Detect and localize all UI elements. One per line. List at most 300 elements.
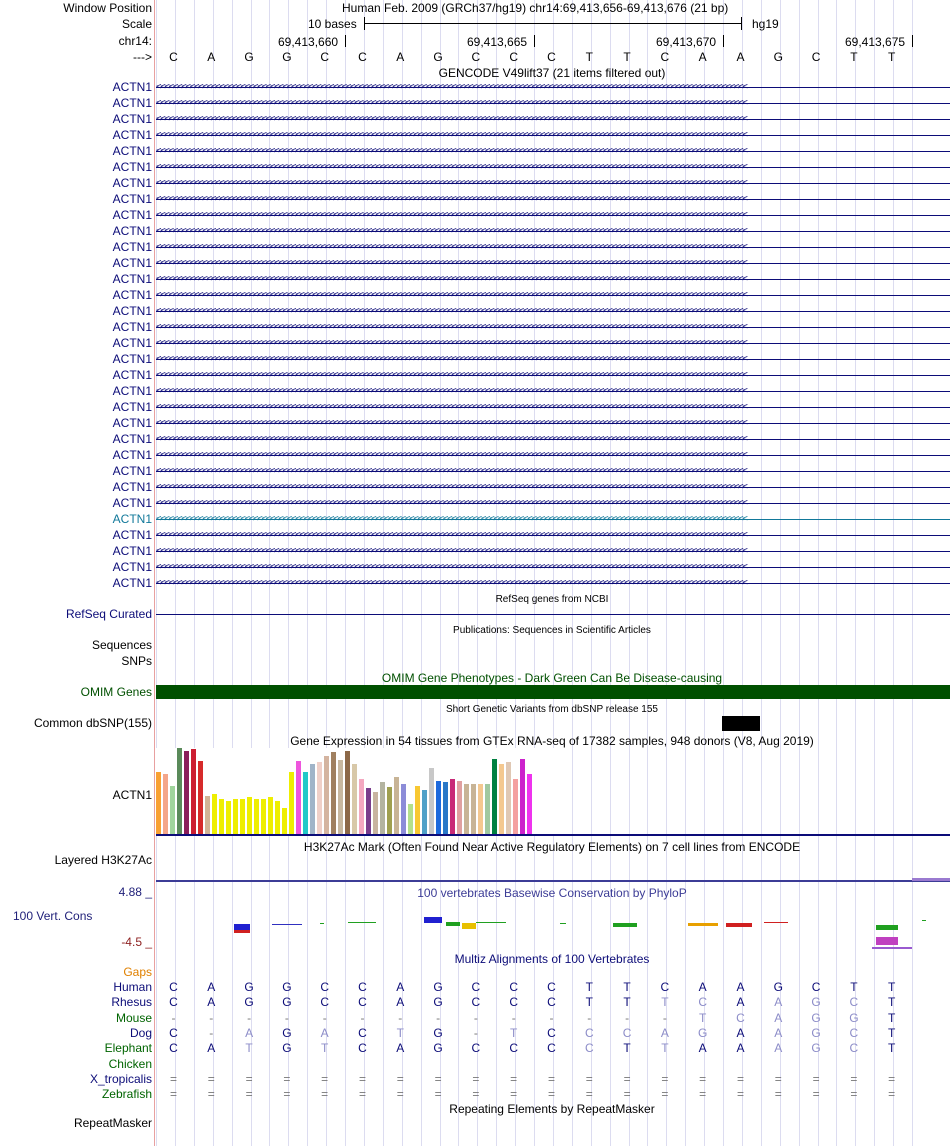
label-track-divider <box>154 0 155 1146</box>
gtex-tissue-bar[interactable] <box>310 764 315 834</box>
refseq-gene-line[interactable] <box>156 614 950 615</box>
multiz-base: - <box>284 1010 289 1025</box>
gtex-tissue-bar[interactable] <box>450 779 455 834</box>
multiz-base: T <box>623 1041 631 1056</box>
logo-g-1 <box>234 924 250 931</box>
multiz-base: A <box>736 1041 745 1056</box>
gtex-tissue-bar[interactable] <box>212 794 217 834</box>
gtex-tissue-bar[interactable] <box>492 759 497 834</box>
multiz-base: = <box>283 1087 291 1102</box>
gtex-tissue-bar[interactable] <box>373 792 378 834</box>
gencode-track-title[interactable]: GENCODE V49lift37 (21 items filtered out) <box>438 66 666 80</box>
gencode-strand-arrows: <<<<<<<<<<<<<<<<<<<<<<<<<<<<<<<<<<<<<<<<<<<<<<<<<<<<<<<<<<<<<<<<<<<<<<<<<<<<<<<<<<<<<<<<<<<<<<<<<<<<<<<<<<<<<<<<<<<<<<<<<<<<<<<<<<<<<<<<<<<< <box>156 499 747 508</box>
multiz-base: C <box>736 1010 745 1025</box>
gencode-strand-arrows: <<<<<<<<<<<<<<<<<<<<<<<<<<<<<<<<<<<<<<<<<<<<<<<<<<<<<<<<<<<<<<<<<<<<<<<<<<<<<<<<<<<<<<<<<<<<<<<<<<<<<<<<<<<<<<<<<<<<<<<<<<<<<<<<<<<<<<<<<<<< <box>156 339 747 348</box>
multiz-base: T <box>699 1010 707 1025</box>
gtex-tissue-bar[interactable] <box>436 781 441 834</box>
multiz-species-label[interactable]: X_tropicalis <box>89 1071 152 1086</box>
omim-gene-bar[interactable] <box>156 685 950 699</box>
gencode-transcript-label[interactable]: ACTN1 <box>112 208 152 222</box>
gencode-transcript-label[interactable]: ACTN1 <box>112 528 152 542</box>
multiz-base: = <box>547 1087 556 1102</box>
gencode-strand-arrows: <<<<<<<<<<<<<<<<<<<<<<<<<<<<<<<<<<<<<<<<<<<<<<<<<<<<<<<<<<<<<<<<<<<<<<<<<<<<<<<<<<<<<<<<<<<<<<<<<<<<<<<<<<<<<<<<<<<<<<<<<<<<<<<<<<<<<<<<<<<< <box>156 451 747 460</box>
gencode-transcript-label[interactable]: ACTN1 <box>112 336 152 350</box>
gencode-strand-arrows: <<<<<<<<<<<<<<<<<<<<<<<<<<<<<<<<<<<<<<<<<<<<<<<<<<<<<<<<<<<<<<<<<<<<<<<<<<<<<<<<<<<<<<<<<<<<<<<<<<<<<<<<<<<<<<<<<<<<<<<<<<<<<<<<<<<<<<<<<<<< <box>156 131 747 140</box>
gencode-strand-arrows: <<<<<<<<<<<<<<<<<<<<<<<<<<<<<<<<<<<<<<<<<<<<<<<<<<<<<<<<<<<<<<<<<<<<<<<<<<<<<<<<<<<<<<<<<<<<<<<<<<<<<<<<<<<<<<<<<<<<<<<<<<<<<<<<<<<<<<<<<<<< <box>156 579 747 588</box>
gencode-transcript-label[interactable]: ACTN1 <box>112 192 152 206</box>
gtex-tissue-bar[interactable] <box>387 787 392 834</box>
multiz-base: = <box>850 1087 858 1102</box>
multiz-base: C <box>547 980 556 994</box>
gencode-strand-arrows: <<<<<<<<<<<<<<<<<<<<<<<<<<<<<<<<<<<<<<<<<<<<<<<<<<<<<<<<<<<<<<<<<<<<<<<<<<<<<<<<<<<<<<<<<<<<<<<<<<<<<<<<<<<<<<<<<<<<<<<<<<<<<<<<<<<<<<<<<<<< <box>156 163 747 172</box>
multiz-base: C <box>169 995 178 1010</box>
multiz-base: C <box>547 995 556 1010</box>
multiz-base: = <box>699 1087 707 1102</box>
logo-g-1-red <box>234 930 250 933</box>
gencode-strand-arrows: <<<<<<<<<<<<<<<<<<<<<<<<<<<<<<<<<<<<<<<<<<<<<<<<<<<<<<<<<<<<<<<<<<<<<<<<<<<<<<<<<<<<<<<<<<<<<<<<<<<<<<<<<<<<<<<<<<<<<<<<<<<<<<<<<<<<<<<<<<<< <box>156 115 747 124</box>
multiz-species-label[interactable]: Human <box>113 980 152 994</box>
omim-label[interactable]: OMIM Genes <box>80 685 152 699</box>
gencode-transcript-label[interactable]: ACTN1 <box>112 368 152 382</box>
gtex-tissue-bar[interactable] <box>443 782 448 834</box>
gencode-transcript-label[interactable]: ACTN1 <box>112 464 152 478</box>
gtex-tissue-bar[interactable] <box>303 772 308 834</box>
coord-tick-4 <box>912 35 913 47</box>
multiz-base: A <box>774 1010 783 1025</box>
multiz-base: = <box>510 1087 518 1102</box>
multiz-species-label[interactable]: Zebrafish <box>101 1087 152 1102</box>
multiz-base: = <box>207 1087 215 1102</box>
gtex-tissue-bar[interactable] <box>415 786 420 834</box>
conservation-label[interactable]: 100 Vert. Cons <box>13 909 93 923</box>
gencode-transcript-label[interactable]: ACTN1 <box>112 352 152 366</box>
multiz-base: = <box>434 1071 442 1086</box>
gencode-transcript-label[interactable]: ACTN1 <box>112 496 152 510</box>
multiz-base: = <box>774 1087 782 1102</box>
multiz-base: C <box>169 980 178 994</box>
dbsnp-variant-box[interactable] <box>722 716 760 731</box>
gtex-tissue-bar[interactable] <box>205 796 210 834</box>
gencode-transcript-label[interactable]: ACTN1 <box>112 480 152 494</box>
multiz-base: C <box>471 980 481 994</box>
conservation-max-label: 4.88 _ <box>118 885 152 899</box>
gtex-track-title[interactable]: Gene Expression in 54 tissues from GTEx RNA-seq of 17382 samples, 948 donors (V8, Aug 2019) <box>290 734 814 748</box>
scale-bar-text: 10 bases <box>308 17 357 31</box>
gtex-tissue-bar[interactable] <box>331 752 336 834</box>
gtex-tissue-bar[interactable] <box>240 799 245 834</box>
gtex-tissue-bar[interactable] <box>184 751 189 834</box>
multiz-base: - <box>549 1010 554 1025</box>
multiz-base: G <box>433 1025 443 1040</box>
gencode-transcript-label[interactable]: ACTN1 <box>112 80 152 94</box>
gencode-strand-arrows: <<<<<<<<<<<<<<<<<<<<<<<<<<<<<<<<<<<<<<<<<<<<<<<<<<<<<<<<<<<<<<<<<<<<<<<<<<<<<<<<<<<<<<<<<<<<<<<<<<<<<<<<<<<<<<<<<<<<<<<<<<<<<<<<<<<<<<<<<<<< <box>156 99 747 108</box>
multiz-base: G <box>433 995 443 1010</box>
h3k27ac-label[interactable]: Layered H3K27Ac <box>54 853 152 867</box>
gencode-strand-arrows: <<<<<<<<<<<<<<<<<<<<<<<<<<<<<<<<<<<<<<<<<<<<<<<<<<<<<<<<<<<<<<<<<<<<<<<<<<<<<<<<<<<<<<<<<<<<<<<<<<<<<<<<<<<<<<<<<<<<<<<<<<<<<<<<<<<<<<<<<<<< <box>156 275 747 284</box>
multiz-base: C <box>622 1025 632 1040</box>
multiz-base: - <box>587 1010 592 1025</box>
multiz-base: = <box>585 1071 593 1086</box>
gtex-tissue-bar[interactable] <box>226 801 231 834</box>
coord-label-4: 69,413,675 <box>845 35 906 49</box>
reference-base: A <box>698 50 707 64</box>
gtex-tissue-bar[interactable] <box>422 790 427 834</box>
gtex-tissue-bar[interactable] <box>380 782 385 834</box>
reference-base: A <box>736 50 745 64</box>
gencode-transcript-label[interactable]: ACTN1 <box>112 576 152 590</box>
multiz-base: = <box>623 1071 631 1086</box>
multiz-base: = <box>245 1087 253 1102</box>
multiz-base: = <box>585 1087 593 1102</box>
gtex-tissue-bar[interactable] <box>282 808 287 834</box>
gtex-tissue-bar[interactable] <box>471 784 476 834</box>
multiz-base: A <box>774 1041 783 1056</box>
multiz-base: = <box>812 1071 820 1086</box>
reference-base: C <box>471 50 481 64</box>
publications-label-snps[interactable]: SNPs <box>121 654 152 668</box>
multiz-base: G <box>698 1025 708 1040</box>
logo-flat-2 <box>320 923 324 924</box>
logo-t-2 <box>876 925 898 930</box>
multiz-base: - <box>171 1010 176 1025</box>
multiz-base: = <box>472 1087 480 1102</box>
repeatmasker-track-title[interactable]: Repeating Elements by RepeatMasker <box>449 1102 655 1116</box>
multiz-species-label[interactable]: Chicken <box>108 1056 152 1071</box>
multiz-base: = <box>888 1071 896 1086</box>
gencode-strand-arrows: <<<<<<<<<<<<<<<<<<<<<<<<<<<<<<<<<<<<<<<<<<<<<<<<<<<<<<<<<<<<<<<<<<<<<<<<<<<<<<<<<<<<<<<<<<<<<<<<<<<<<<<<<<<<<<<<<<<<<<<<<<<<<<<<<<<<<<<<<<<< <box>156 307 747 316</box>
gencode-transcript-label[interactable]: ACTN1 <box>112 224 152 238</box>
conservation-track-title[interactable]: 100 vertebrates Basewise Conservation by PhyloP <box>417 886 687 900</box>
reference-base: C <box>320 50 330 64</box>
multiz-base: C <box>358 1041 367 1056</box>
logo-flat-4 <box>446 922 460 926</box>
multiz-base: - <box>209 1010 214 1025</box>
gtex-tissue-bar[interactable] <box>170 786 175 834</box>
gencode-strand-arrows: <<<<<<<<<<<<<<<<<<<<<<<<<<<<<<<<<<<<<<<<<<<<<<<<<<<<<<<<<<<<<<<<<<<<<<<<<<<<<<<<<<<<<<<<<<<<<<<<<<<<<<<<<<<<<<<<<<<<<<<<<<<<<<<<<<<<<<<<<<<< <box>156 323 747 332</box>
db-label: hg19 <box>752 17 779 31</box>
multiz-base: G <box>811 1025 821 1040</box>
publications-track-title[interactable]: Publications: Sequences in Scientific Articles <box>453 625 651 636</box>
multiz-base: A <box>736 1025 745 1040</box>
multiz-base: T <box>888 1041 896 1056</box>
reference-base: T <box>585 50 593 64</box>
gtex-gene-label[interactable]: ACTN1 <box>112 788 152 802</box>
gtex-tissue-bar[interactable] <box>401 784 406 834</box>
scale-bar-right-tick <box>741 17 742 30</box>
gencode-transcript-label[interactable]: ACTN1 <box>112 560 152 574</box>
gtex-tissue-bar[interactable] <box>317 762 322 834</box>
logo-baseline <box>872 947 912 949</box>
gtex-tissue-bar[interactable] <box>394 777 399 834</box>
multiz-species-label[interactable]: Rhesus <box>111 995 152 1010</box>
h3k27ac-signal <box>912 878 950 881</box>
gtex-tissue-bar[interactable] <box>296 761 301 834</box>
gencode-transcript-label[interactable]: ACTN1 <box>112 240 152 254</box>
gtex-tissue-bar[interactable] <box>366 788 371 834</box>
logo-flat-5 <box>476 922 506 923</box>
gencode-transcript-label[interactable]: ACTN1 <box>112 288 152 302</box>
gencode-strand-arrows: <<<<<<<<<<<<<<<<<<<<<<<<<<<<<<<<<<<<<<<<<<<<<<<<<<<<<<<<<<<<<<<<<<<<<<<<<<<<<<<<<<<<<<<<<<<<<<<<<<<<<<<<<<<<<<<<<<<<<<<<<<<<<<<<<<<<<<<<<<<< <box>156 259 747 268</box>
gtex-tissue-bar[interactable] <box>527 774 532 834</box>
multiz-gaps-label[interactable]: Gaps <box>123 965 152 979</box>
multiz-base: = <box>888 1087 896 1102</box>
gencode-transcript-label[interactable]: ACTN1 <box>112 432 152 446</box>
multiz-base: C <box>811 980 821 994</box>
gtex-tissue-bar[interactable] <box>191 749 196 834</box>
multiz-base: A <box>396 1041 405 1056</box>
multiz-base: C <box>509 995 519 1010</box>
multiz-base: T <box>888 1010 896 1025</box>
multiz-base: G <box>433 980 443 994</box>
reference-base: G <box>433 50 443 64</box>
gencode-strand-arrows: <<<<<<<<<<<<<<<<<<<<<<<<<<<<<<<<<<<<<<<<<<<<<<<<<<<<<<<<<<<<<<<<<<<<<<<<<<<<<<<<<<<<<<<<<<<<<<<<<<<<<<<<<<<<<<<<<<<<<<<<<<<<<<<<<<<<<<<<<<<< <box>156 195 747 204</box>
logo-g-2 <box>424 917 442 923</box>
multiz-base: = <box>321 1087 329 1102</box>
logo-flat-7 <box>764 922 788 923</box>
gtex-tissue-bar[interactable] <box>408 804 413 834</box>
gencode-transcript-label[interactable]: ACTN1 <box>112 544 152 558</box>
multiz-species-label[interactable]: Dog <box>129 1025 152 1040</box>
gtex-expression-bars[interactable] <box>156 748 556 834</box>
multiz-base: = <box>547 1071 556 1086</box>
omim-track-title[interactable]: OMIM Gene Phenotypes - Dark Green Can Be Disease-causing <box>381 671 723 685</box>
multiz-base: A <box>774 995 783 1010</box>
gencode-strand-arrows: <<<<<<<<<<<<<<<<<<<<<<<<<<<<<<<<<<<<<<<<<<<<<<<<<<<<<<<<<<<<<<<<<<<<<<<<<<<<<<<<<<<<<<<<<<<<<<<<<<<<<<<<<<<<<<<<<<<<<<<<<<<<<<<<<<<<<<<<<<<< <box>156 83 747 92</box>
multiz-base: A <box>245 1025 254 1040</box>
gtex-tissue-bar[interactable] <box>359 779 364 834</box>
coord-tick-1 <box>345 35 346 47</box>
gencode-transcript-label[interactable]: ACTN1 <box>112 416 152 430</box>
gencode-transcript-label[interactable]: ACTN1 <box>112 160 152 174</box>
multiz-base: C <box>509 1041 519 1056</box>
refseq-label[interactable]: RefSeq Curated <box>65 607 152 621</box>
gtex-tissue-bar[interactable] <box>275 801 280 834</box>
dbsnp-label[interactable]: Common dbSNP(155) <box>33 716 152 730</box>
gtex-tissue-bar[interactable] <box>156 772 161 834</box>
multiz-base: C <box>584 1041 594 1056</box>
multiz-base: A <box>736 980 745 994</box>
gencode-transcript-label[interactable]: ACTN1 <box>112 96 152 110</box>
multiz-base: = <box>661 1087 669 1102</box>
logo-flat-6 <box>560 923 566 924</box>
reference-base: T <box>888 50 896 64</box>
multiz-base: = <box>396 1087 404 1102</box>
gtex-tissue-bar[interactable] <box>247 797 252 834</box>
gtex-tissue-bar[interactable] <box>338 760 343 834</box>
multiz-species-label[interactable]: Mouse <box>115 1010 152 1025</box>
multiz-base: = <box>245 1071 253 1086</box>
multiz-base: T <box>623 995 631 1010</box>
multiz-base: = <box>358 1087 367 1102</box>
gencode-transcript-label[interactable]: ACTN1 <box>112 176 152 190</box>
gencode-transcript-label[interactable]: ACTN1 <box>112 512 152 526</box>
multiz-base: C <box>849 1041 859 1056</box>
multiz-base: C <box>471 995 481 1010</box>
gtex-tissue-bar[interactable] <box>506 762 511 834</box>
strand-label: ---> <box>133 50 152 64</box>
gencode-transcript-label[interactable]: ACTN1 <box>112 112 152 126</box>
multiz-base: = <box>396 1071 404 1086</box>
reference-base: T <box>623 50 631 64</box>
gencode-transcript-label[interactable]: ACTN1 <box>112 272 152 286</box>
refseq-track-title[interactable]: RefSeq genes from NCBI <box>495 594 609 605</box>
gencode-transcript-label[interactable]: ACTN1 <box>112 144 152 158</box>
coord-tick-3 <box>723 35 724 47</box>
gtex-tissue-bar[interactable] <box>464 784 469 834</box>
scale-bar <box>364 23 742 24</box>
gencode-transcript-label[interactable]: ACTN1 <box>112 448 152 462</box>
multiz-base: = <box>358 1071 367 1086</box>
multiz-base: - <box>473 1025 478 1040</box>
multiz-base: - <box>398 1010 403 1025</box>
multiz-base: G <box>282 1041 292 1056</box>
conservation-logo[interactable] <box>156 912 950 952</box>
coord-label-3: 69,413,670 <box>656 35 717 49</box>
multiz-base: C <box>660 980 670 994</box>
reference-base: C <box>509 50 519 64</box>
multiz-base: - <box>473 1010 478 1025</box>
multiz-base: G <box>282 995 292 1010</box>
coord-tick-2 <box>534 35 535 47</box>
multiz-track-title[interactable]: Multiz Alignments of 100 Vertebrates <box>454 952 650 966</box>
gencode-strand-arrows: <<<<<<<<<<<<<<<<<<<<<<<<<<<<<<<<<<<<<<<<<<<<<<<<<<<<<<<<<<<<<<<<<<<<<<<<<<<<<<<<<<<<<<<<<<<<<<<<<<<<<<<<<<<<<<<<<<<<<<<<<<<<<<<<<<<<<<<<<<<< <box>156 243 747 252</box>
gencode-strand-arrows: <<<<<<<<<<<<<<<<<<<<<<<<<<<<<<<<<<<<<<<<<<<<<<<<<<<<<<<<<<<<<<<<<<<<<<<<<<<<<<<<<<<<<<<<<<<<<<<<<<<<<<<<<<<<<<<<<<<<<<<<<<<<<<<<<<<<<<<<<<<< <box>156 403 747 412</box>
gencode-strand-arrows: <<<<<<<<<<<<<<<<<<<<<<<<<<<<<<<<<<<<<<<<<<<<<<<<<<<<<<<<<<<<<<<<<<<<<<<<<<<<<<<<<<<<<<<<<<<<<<<<<<<<<<<<<<<<<<<<<<<<<<<<<<<<<<<<<<<<<<<<<<<< <box>156 371 747 380</box>
gencode-strand-arrows: <<<<<<<<<<<<<<<<<<<<<<<<<<<<<<<<<<<<<<<<<<<<<<<<<<<<<<<<<<<<<<<<<<<<<<<<<<<<<<<<<<<<<<<<<<<<<<<<<<<<<<<<<<<<<<<<<<<<<<<<<<<<<<<<<<<<<<<<<<<< <box>156 547 747 556</box>
gtex-tissue-bar[interactable] <box>457 781 462 834</box>
repeatmasker-label[interactable]: RepeatMasker <box>73 1116 152 1130</box>
gencode-transcript-label[interactable]: ACTN1 <box>112 304 152 318</box>
gencode-strand-arrows: <<<<<<<<<<<<<<<<<<<<<<<<<<<<<<<<<<<<<<<<<<<<<<<<<<<<<<<<<<<<<<<<<<<<<<<<<<<<<<<<<<<<<<<<<<<<<<<<<<<<<<<<<<<<<<<<<<<<<<<<<<<<<<<<<<<<<<<<<<<< <box>156 531 747 540</box>
multiz-base: - <box>511 1010 516 1025</box>
assembly-position-text: Human Feb. 2009 (GRCh37/hg19) chr14:69,413,656-69,413,676 (21 bp) <box>342 1 729 15</box>
multiz-base: A <box>207 995 216 1010</box>
multiz-base: T <box>888 995 896 1010</box>
gtex-tissue-bar[interactable] <box>219 799 224 834</box>
gencode-strand-arrows: <<<<<<<<<<<<<<<<<<<<<<<<<<<<<<<<<<<<<<<<<<<<<<<<<<<<<<<<<<<<<<<<<<<<<<<<<<<<<<<<<<<<<<<<<<<<<<<<<<<<<<<<<<<<<<<<<<<<<<<<<<<<<<<<<<<<<<<<<<<< <box>156 563 747 572</box>
multiz-base: A <box>698 1041 707 1056</box>
multiz-base: A <box>207 1041 216 1056</box>
multiz-base: A <box>396 995 405 1010</box>
gtex-tissue-bar[interactable] <box>324 756 329 834</box>
multiz-base: = <box>661 1071 669 1086</box>
gencode-strand-arrows: <<<<<<<<<<<<<<<<<<<<<<<<<<<<<<<<<<<<<<<<<<<<<<<<<<<<<<<<<<<<<<<<<<<<<<<<<<<<<<<<<<<<<<<<<<<<<<<<<<<<<<<<<<<<<<<<<<<<<<<<<<<<<<<<<<<<<<<<<<<< <box>156 227 747 236</box>
multiz-base: - <box>360 1010 365 1025</box>
multiz-base: C <box>358 1025 367 1040</box>
gencode-transcript-label[interactable]: ACTN1 <box>112 400 152 414</box>
gencode-transcript-label[interactable]: ACTN1 <box>112 320 152 334</box>
gencode-transcript-label[interactable]: ACTN1 <box>112 128 152 142</box>
h3k27ac-track-title[interactable]: H3K27Ac Mark (Often Found Near Active Regulatory Elements) on 7 cell lines from ENCODE <box>303 840 801 854</box>
multiz-base: T <box>623 980 631 994</box>
gtex-tissue-bar[interactable] <box>499 764 504 834</box>
logo-a-2 <box>726 923 752 927</box>
gtex-tissue-bar[interactable] <box>429 768 434 834</box>
reference-base: C <box>660 50 670 64</box>
multiz-base: C <box>547 1041 556 1056</box>
multiz-base: - <box>436 1010 441 1025</box>
multiz-base: = <box>169 1071 178 1086</box>
multiz-base: G <box>811 995 821 1010</box>
multiz-base: C <box>509 980 519 994</box>
gtex-tissue-bar[interactable] <box>254 799 259 834</box>
multiz-base: C <box>169 1041 178 1056</box>
conservation-min-label: -4.5 _ <box>121 935 152 949</box>
gtex-tissue-bar[interactable] <box>198 761 203 834</box>
logo-a-1 <box>688 923 718 926</box>
multiz-base: A <box>207 980 216 994</box>
gtex-tissue-bar[interactable] <box>289 772 294 834</box>
gencode-strand-arrows: <<<<<<<<<<<<<<<<<<<<<<<<<<<<<<<<<<<<<<<<<<<<<<<<<<<<<<<<<<<<<<<<<<<<<<<<<<<<<<<<<<<<<<<<<<<<<<<<<<<<<<<<<<<<<<<<<<<<<<<<<<<<<<<<<<<<<<<<<<<< <box>156 211 747 220</box>
multiz-base: C <box>584 1025 594 1040</box>
reference-base: A <box>207 50 216 64</box>
multiz-base: - <box>247 1010 252 1025</box>
multiz-base: = <box>736 1087 745 1102</box>
logo-flat-1 <box>272 924 302 925</box>
multiz-base: = <box>207 1071 215 1086</box>
publications-label-sequences[interactable]: Sequences <box>91 638 152 652</box>
gencode-transcript-label[interactable]: ACTN1 <box>112 256 152 270</box>
multiz-base: = <box>850 1071 858 1086</box>
reference-base: G <box>773 50 783 64</box>
dbsnp-track-title[interactable]: Short Genetic Variants from dbSNP release 155 <box>446 704 658 715</box>
scale-bar-left-tick <box>364 17 365 30</box>
multiz-base: G <box>244 995 254 1010</box>
multiz-base: C <box>320 980 330 994</box>
coord-label-2: 69,413,665 <box>467 35 528 49</box>
multiz-base: T <box>888 1025 896 1040</box>
gencode-strand-arrows: <<<<<<<<<<<<<<<<<<<<<<<<<<<<<<<<<<<<<<<<<<<<<<<<<<<<<<<<<<<<<<<<<<<<<<<<<<<<<<<<<<<<<<<<<<<<<<<<<<<<<<<<<<<<<<<<<<<<<<<<<<<<<<<<<<<<<<<<<<<< <box>156 515 747 524</box>
multiz-base: - <box>662 1010 667 1025</box>
gtex-tissue-bar[interactable] <box>163 774 168 834</box>
gtex-tissue-bar[interactable] <box>513 779 518 834</box>
gtex-tissue-bar[interactable] <box>345 751 350 834</box>
gtex-tissue-bar[interactable] <box>352 764 357 834</box>
reference-base: C <box>811 50 821 64</box>
gtex-tissue-bar[interactable] <box>177 748 182 834</box>
multiz-base: G <box>244 980 254 994</box>
multiz-species-label[interactable]: Elephant <box>104 1041 152 1056</box>
reference-base: C <box>169 50 178 64</box>
gtex-tissue-bar[interactable] <box>268 797 273 834</box>
logo-c-1 <box>462 923 476 929</box>
gtex-tissue-bar[interactable] <box>485 784 490 834</box>
gencode-strand-arrows: <<<<<<<<<<<<<<<<<<<<<<<<<<<<<<<<<<<<<<<<<<<<<<<<<<<<<<<<<<<<<<<<<<<<<<<<<<<<<<<<<<<<<<<<<<<<<<<<<<<<<<<<<<<<<<<<<<<<<<<<<<<<<<<<<<<<<<<<<<<< <box>156 147 747 156</box>
gencode-transcript-label[interactable]: ACTN1 <box>112 384 152 398</box>
chrom-label: chr14: <box>118 34 152 48</box>
coord-label-1: 69,413,660 <box>278 35 339 49</box>
logo-t-1 <box>613 923 637 927</box>
gencode-strand-arrows: <<<<<<<<<<<<<<<<<<<<<<<<<<<<<<<<<<<<<<<<<<<<<<<<<<<<<<<<<<<<<<<<<<<<<<<<<<<<<<<<<<<<<<<<<<<<<<<<<<<<<<<<<<<<<<<<<<<<<<<<<<<<<<<<<<<<<<<<<<<< <box>156 291 747 300</box>
gtex-tissue-bar[interactable] <box>478 784 483 834</box>
multiz-base: T <box>245 1041 253 1056</box>
gencode-strand-arrows: <<<<<<<<<<<<<<<<<<<<<<<<<<<<<<<<<<<<<<<<<<<<<<<<<<<<<<<<<<<<<<<<<<<<<<<<<<<<<<<<<<<<<<<<<<<<<<<<<<<<<<<<<<<<<<<<<<<<<<<<<<<<<<<<<<<<<<<<<<<< <box>156 483 747 492</box>
multiz-base: G <box>849 1010 859 1025</box>
multiz-base: = <box>321 1071 329 1086</box>
reference-base: G <box>244 50 254 64</box>
reference-base: C <box>358 50 367 64</box>
gtex-tissue-bar[interactable] <box>520 759 525 834</box>
gtex-tissue-bar[interactable] <box>261 799 266 834</box>
multiz-base: - <box>322 1010 327 1025</box>
gencode-strand-arrows: <<<<<<<<<<<<<<<<<<<<<<<<<<<<<<<<<<<<<<<<<<<<<<<<<<<<<<<<<<<<<<<<<<<<<<<<<<<<<<<<<<<<<<<<<<<<<<<<<<<<<<<<<<<<<<<<<<<<<<<<<<<<<<<<<<<<<<<<<<<< <box>156 387 747 396</box>
multiz-base: G <box>433 1041 443 1056</box>
multiz-base: = <box>774 1071 782 1086</box>
multiz-base: C <box>849 1025 859 1040</box>
gtex-tissue-bar[interactable] <box>233 799 238 834</box>
multiz-base: = <box>699 1071 707 1086</box>
multiz-base: C <box>547 1025 556 1040</box>
